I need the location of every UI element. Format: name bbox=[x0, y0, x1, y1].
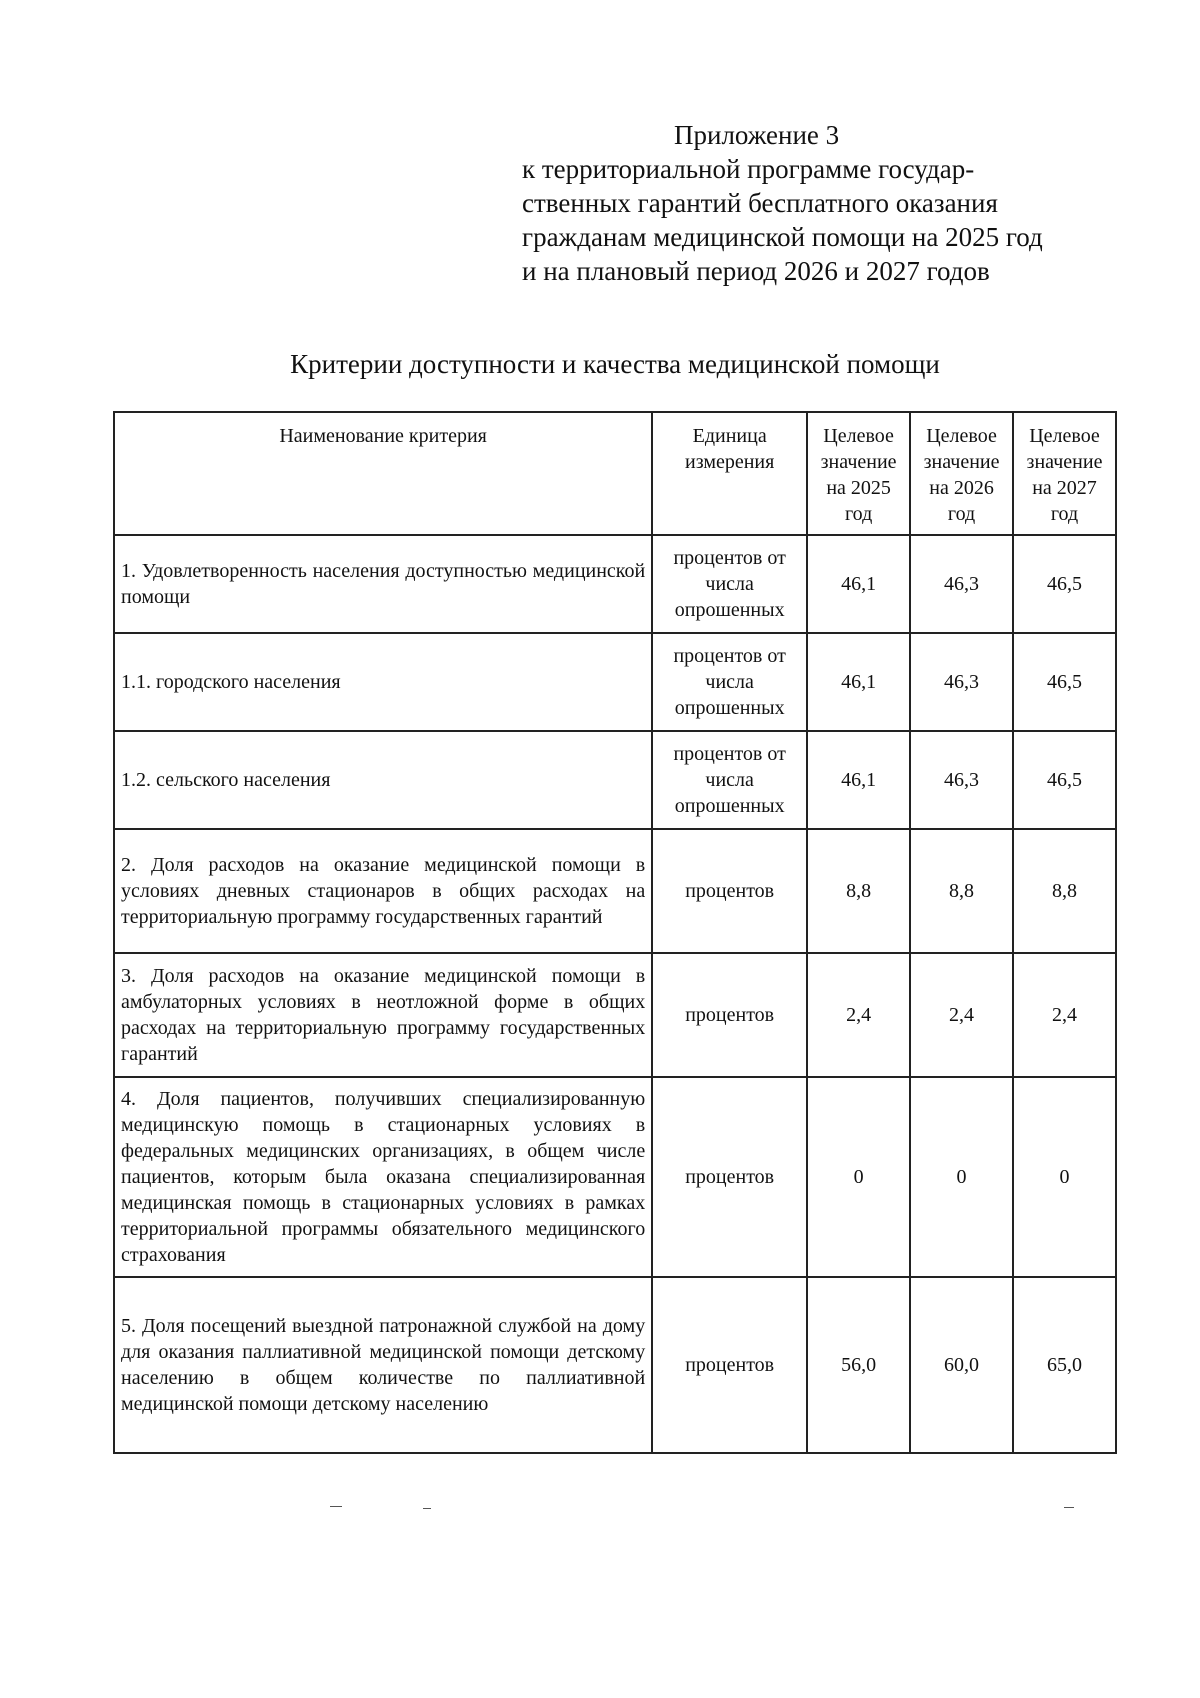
value-2027: 46,5 bbox=[1013, 535, 1116, 633]
table-header-row bbox=[114, 412, 1116, 535]
document-title: Критерии доступности и качества медицинской помощи bbox=[290, 349, 940, 379]
value-2027: 8,8 bbox=[1013, 829, 1116, 953]
scan-mark bbox=[1064, 1507, 1074, 1508]
value-2027: 46,5 bbox=[1013, 633, 1116, 731]
criterion-name: 1.2. сельского населения bbox=[114, 731, 652, 829]
appendix-number: Приложение 3 bbox=[674, 120, 840, 150]
criterion-unit: процентов bbox=[652, 953, 807, 1077]
criterion-unit: процентов bbox=[652, 1077, 807, 1277]
criterion-name: 1. Удовлетворенность населения доступностью медицинской помощи bbox=[114, 535, 652, 633]
header-target-2026: Целевое значение на 2026 год bbox=[910, 412, 1013, 535]
value-2026: 46,3 bbox=[910, 535, 1013, 633]
criterion-name: 1.1. городского населения bbox=[114, 633, 652, 731]
criterion-name: 5. Доля посещений выездной патронажной службой на дому для оказания паллиативной медицинской помощи детскому населению в общем количестве по паллиативной медицинской помощи детскому населению bbox=[114, 1277, 652, 1453]
scan-mark bbox=[423, 1508, 431, 1509]
criterion-unit: процентов от числа опрошенных bbox=[652, 535, 807, 633]
value-2025: 46,1 bbox=[807, 535, 910, 633]
value-2026: 2,4 bbox=[910, 953, 1013, 1077]
criterion-unit: процентов bbox=[652, 829, 807, 953]
header-criterion-name: Наименование критерия bbox=[114, 412, 652, 535]
criterion-unit: процентов bbox=[652, 1277, 807, 1453]
appendix-line: гражданам медицинской помощи на 2025 год bbox=[522, 222, 1043, 252]
table-row bbox=[114, 1077, 1116, 1277]
value-2026: 46,3 bbox=[910, 731, 1013, 829]
value-2027: 0 bbox=[1013, 1077, 1116, 1277]
header-target-2027: Целевое значение на 2027 год bbox=[1013, 412, 1116, 535]
appendix-line: и на плановый период 2026 и 2027 годов bbox=[522, 256, 990, 286]
value-2026: 0 bbox=[910, 1077, 1013, 1277]
value-2026: 46,3 bbox=[910, 633, 1013, 731]
criteria-table bbox=[113, 411, 1117, 1454]
scan-mark bbox=[330, 1506, 342, 1507]
table-row bbox=[114, 1277, 1116, 1453]
value-2027: 2,4 bbox=[1013, 953, 1116, 1077]
table-row bbox=[114, 535, 1116, 633]
value-2026: 8,8 bbox=[910, 829, 1013, 953]
value-2027: 46,5 bbox=[1013, 731, 1116, 829]
table-row bbox=[114, 731, 1116, 829]
criterion-unit: процентов от числа опрошенных bbox=[652, 633, 807, 731]
criterion-name: 2. Доля расходов на оказание медицинской помощи в условиях дневных стационаров в общих расходах на территориальную программу государственных гарантий bbox=[114, 829, 652, 953]
header-unit: Единица измерения bbox=[652, 412, 807, 535]
appendix-line: к территориальной программе государ- bbox=[522, 154, 975, 184]
criterion-name: 3. Доля расходов на оказание медицинской помощи в амбулаторных условиях в неотложной форме в общих расходах на территориальную программу государственных гарантий bbox=[114, 953, 652, 1077]
appendix-line: ственных гарантий бесплатного оказания bbox=[522, 188, 998, 218]
value-2025: 8,8 bbox=[807, 829, 910, 953]
appendix-heading bbox=[522, 118, 1082, 288]
header-target-2025: Целевое значение на 2025 год bbox=[807, 412, 910, 535]
value-2025: 2,4 bbox=[807, 953, 910, 1077]
value-2025: 46,1 bbox=[807, 731, 910, 829]
value-2025: 0 bbox=[807, 1077, 910, 1277]
value-2027: 65,0 bbox=[1013, 1277, 1116, 1453]
table-row bbox=[114, 953, 1116, 1077]
value-2025: 56,0 bbox=[807, 1277, 910, 1453]
table-row bbox=[114, 633, 1116, 731]
table-row bbox=[114, 829, 1116, 953]
value-2026: 60,0 bbox=[910, 1277, 1013, 1453]
criterion-unit: процентов от числа опрошенных bbox=[652, 731, 807, 829]
criterion-name: 4. Доля пациентов, получивших специализированную медицинскую помощь в стационарных условиях в федеральных медицинских организациях, в общем числе пациентов, которым была оказана специализированная медицинская помощь в стационарных условиях в рамках территориальной программы обязательного медицинского страхования bbox=[114, 1077, 652, 1277]
value-2025: 46,1 bbox=[807, 633, 910, 731]
